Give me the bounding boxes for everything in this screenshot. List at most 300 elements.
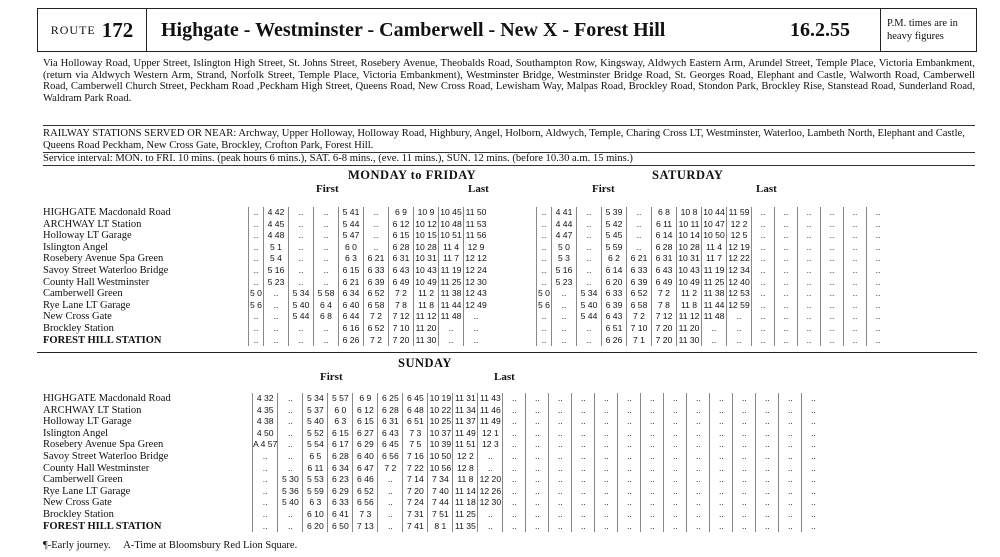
weekday-stop-0: HIGHGATE Macdonald Road <box>43 207 171 218</box>
sunday-cell: .. <box>572 393 595 405</box>
weekday-cell: 12 12 <box>465 253 487 264</box>
weekday-cell: .. <box>464 335 489 347</box>
sunday-cell: 6 41 <box>328 509 353 521</box>
sunday-stop-1: ARCHWAY LT Station <box>43 404 142 416</box>
sunday-cell: .. <box>641 416 664 428</box>
sunday-cell: 5 57 <box>328 393 353 405</box>
weekday-cell: .. <box>289 219 314 231</box>
sunday-cell: 11 34 <box>453 405 478 417</box>
service-interval-text: Service interval: MON. to FRI. 10 mins. (peak hours 6 mins.), SAT. 6-8 mins., (eve. 11 mins.), SUN. 12 mins. (before 10.30 a.m. 15 mins.) <box>43 152 975 166</box>
sunday-cell: .. <box>618 439 641 451</box>
weekday-cell: .. <box>249 207 264 219</box>
sunday-row-5 <box>253 451 825 463</box>
saturday-cell: 11 12 <box>677 311 702 323</box>
weekday-row-8 <box>249 300 489 312</box>
sunday-cell: .. <box>595 509 618 521</box>
sunday-cell: .. <box>503 497 526 509</box>
sunday-cell: .. <box>664 393 687 405</box>
sunday-cell: 11 14 <box>453 486 478 498</box>
sunday-cell: .. <box>802 497 825 509</box>
sunday-cell: 6 43 <box>378 428 403 440</box>
sunday-cell: .. <box>572 428 595 440</box>
saturday-cell: .. <box>867 323 890 335</box>
weekday-cell: 12 43 <box>465 288 487 299</box>
sunday-cell: 6 9 <box>353 393 378 405</box>
saturday-cell: 11 2 <box>677 288 702 300</box>
sunday-cell: 6 51 <box>403 416 428 428</box>
sunday-cell: .. <box>618 497 641 509</box>
saturday-cell: .. <box>752 300 775 312</box>
sunday-cell: 6 0 <box>328 405 353 417</box>
sunday-stop-7: Camberwell Green <box>43 474 123 486</box>
sunday-cell: .. <box>802 521 825 533</box>
sunday-cell: .. <box>733 474 756 486</box>
saturday-cell: 6 21 <box>627 253 652 265</box>
sunday-cell: 6 10 <box>303 509 328 521</box>
sunday-cell: .. <box>572 451 595 463</box>
sunday-cell: 7 2 <box>378 463 403 475</box>
weekday-cell: .. <box>314 253 339 265</box>
sunday-cell: .. <box>595 428 618 440</box>
saturday-cell: 12 59 <box>728 299 750 310</box>
saturday-cell: .. <box>552 300 577 312</box>
weekday-row-4 <box>249 253 489 265</box>
saturday-cell: .. <box>821 277 844 289</box>
sunday-cell: .. <box>710 405 733 417</box>
weekday-cell: .. <box>289 277 314 289</box>
weekday-cell: 6 58 <box>364 300 389 312</box>
sunday-cell: .. <box>526 451 549 463</box>
saturday-cell: .. <box>821 242 844 254</box>
route-date: 16.2.55 <box>790 18 850 41</box>
sunday-cell: 7 44 <box>428 497 453 509</box>
sunday-cell: .. <box>595 463 618 475</box>
weekday-row-2 <box>249 230 489 242</box>
sunday-cell: 7 24 <box>403 497 428 509</box>
sunday-cell: .. <box>687 474 710 486</box>
sunday-cell: 6 20 <box>303 521 328 533</box>
sunday-cell: 11 49 <box>453 428 478 440</box>
weekday-cell: .. <box>439 323 464 335</box>
sunday-cell: .. <box>687 439 710 451</box>
saturday-heading: SATURDAY <box>652 168 724 182</box>
weekday-cell: 10 51 <box>440 230 462 241</box>
weekday-cell: 11 30 <box>414 335 439 347</box>
sunday-cell: .. <box>664 405 687 417</box>
weekday-cell: 11 38 <box>439 288 464 300</box>
sunday-cell: .. <box>664 439 687 451</box>
saturday-cell: 11 25 <box>702 277 727 289</box>
sunday-stop-4: Rosebery Avenue Spa Green <box>43 439 164 451</box>
saturday-cell: .. <box>798 335 821 347</box>
sunday-cell: 6 29 <box>353 439 378 451</box>
sunday-cell: .. <box>664 497 687 509</box>
sunday-cell: .. <box>710 521 733 533</box>
weekday-cell: .. <box>289 230 314 242</box>
saturday-cell: .. <box>752 242 775 254</box>
sunday-cell: 6 25 <box>378 393 403 405</box>
saturday-cell: .. <box>537 265 552 277</box>
saturday-cell: .. <box>577 253 602 265</box>
weekday-cell: .. <box>264 288 289 300</box>
saturday-cell: .. <box>752 335 775 347</box>
weekday-cell: 11 56 <box>464 230 489 242</box>
saturday-cell: .. <box>702 335 727 347</box>
sunday-cell: .. <box>503 428 526 440</box>
weekday-cell: 4 48 <box>264 230 289 242</box>
bloomsbury-note: A-Time at Bloomsbury Red Lion Square. <box>123 540 298 551</box>
weekday-cell: 6 15 <box>389 230 414 242</box>
saturday-cell: 11 8 <box>677 300 702 312</box>
saturday-cell: 10 47 <box>703 218 725 229</box>
weekday-cell: 6 21 <box>364 253 389 265</box>
sunday-cell: .. <box>595 439 618 451</box>
saturday-cell: .. <box>775 253 798 265</box>
sunday-cell: 5 59 <box>303 486 328 498</box>
weekday-cell: 6 39 <box>364 277 389 289</box>
sunday-cell: .. <box>595 521 618 533</box>
weekday-cell: 6 12 <box>389 219 414 231</box>
sunday-cell: .. <box>779 463 802 475</box>
saturday-cell: .. <box>821 335 844 347</box>
sunday-stop-list <box>43 393 171 532</box>
sunday-cell: .. <box>595 416 618 428</box>
weekday-cell: 11 4 <box>439 242 464 254</box>
saturday-cell: 5 39 <box>602 207 627 219</box>
sunday-cell: .. <box>572 474 595 486</box>
sunday-cell: .. <box>779 393 802 405</box>
sunday-cell: .. <box>756 463 779 475</box>
weekday-row-11 <box>249 335 489 347</box>
saturday-cell: 10 49 <box>678 276 700 287</box>
sunday-cell: .. <box>503 451 526 463</box>
weekday-cell: 7 10 <box>389 323 414 335</box>
sunday-stop-6: County Hall Westminster <box>43 462 150 474</box>
weekday-cell: 11 20 <box>414 323 439 335</box>
sunday-cell: .. <box>253 474 278 486</box>
sunday-stop-3: Islington Angel <box>43 427 109 439</box>
sunday-cell: 6 17 <box>328 439 353 451</box>
weekday-cell: 11 50 <box>464 207 489 219</box>
saturday-cell: 5 42 <box>602 219 627 231</box>
saturday-cell: .. <box>821 230 844 242</box>
weekday-times-grid <box>248 207 488 346</box>
saturday-cell: .. <box>577 242 602 254</box>
saturday-cell: .. <box>775 311 798 323</box>
weekday-cell: 5 1 <box>264 242 289 254</box>
weekday-cell: 10 49 <box>415 276 437 287</box>
weekday-cell: 6 52 <box>364 323 389 335</box>
weekday-cell: 6 52 <box>364 288 389 300</box>
weekday-cell: 5 0 <box>250 288 262 299</box>
sunday-cell: .. <box>253 486 278 498</box>
saturday-cell: .. <box>577 335 602 347</box>
weekday-cell: .. <box>314 230 339 242</box>
weekday-cell: 6 8 <box>314 311 339 323</box>
sunday-cell: .. <box>595 486 618 498</box>
sunday-cell: 5 40 <box>278 497 303 509</box>
saturday-cell: .. <box>775 265 798 277</box>
saturday-cell: 11 38 <box>702 288 727 300</box>
sunday-cell: 5 40 <box>303 416 328 428</box>
sunday-cell: .. <box>664 486 687 498</box>
sunday-cell: .. <box>526 393 549 405</box>
sunday-cell: .. <box>710 393 733 405</box>
sunday-cell: .. <box>549 509 572 521</box>
saturday-cell: 6 33 <box>602 288 627 300</box>
sunday-row-8 <box>253 486 825 498</box>
saturday-cell: .. <box>798 219 821 231</box>
sunday-cell: .. <box>687 509 710 521</box>
sunday-cell: .. <box>756 393 779 405</box>
sunday-cell: .. <box>526 486 549 498</box>
weekday-last-label: Last <box>468 183 489 195</box>
saturday-cell: 5 45 <box>602 230 627 242</box>
sunday-cell: 7 3 <box>403 428 428 440</box>
saturday-cell: 12 53 <box>728 288 750 299</box>
weekday-stop-7: Camberwell Green <box>43 288 123 300</box>
sunday-cell: .. <box>526 474 549 486</box>
sunday-cell: .. <box>687 416 710 428</box>
sunday-cell: .. <box>478 509 503 521</box>
sunday-cell: 6 56 <box>378 451 403 463</box>
sunday-cell: 12 3 <box>478 439 503 451</box>
weekday-cell: .. <box>314 242 339 254</box>
saturday-cell: .. <box>537 277 552 289</box>
sunday-cell: .. <box>278 416 303 428</box>
section-divider <box>37 352 977 353</box>
weekday-cell: 6 26 <box>339 335 364 347</box>
sunday-cell: .. <box>526 416 549 428</box>
weekday-stop-5: Savoy Street Waterloo Bridge <box>43 264 169 276</box>
sunday-cell: 5 52 <box>303 428 328 440</box>
saturday-cell: .. <box>552 311 577 323</box>
sunday-cell: .. <box>549 405 572 417</box>
sunday-heading: SUNDAY <box>398 356 452 370</box>
saturday-cell: .. <box>752 253 775 265</box>
saturday-cell: 10 28 <box>678 241 700 252</box>
sunday-cell: .. <box>710 497 733 509</box>
saturday-cell: .. <box>627 207 652 219</box>
saturday-cell: 5 3 <box>552 253 577 265</box>
sunday-cell: .. <box>595 393 618 405</box>
weekday-cell: .. <box>249 277 264 289</box>
sunday-cell: 7 5 <box>403 439 428 451</box>
sunday-cell: .. <box>503 474 526 486</box>
saturday-cell: 12 40 <box>728 276 750 287</box>
sunday-cell: .. <box>687 451 710 463</box>
saturday-cell: 7 20 <box>652 323 677 335</box>
saturday-cell: 4 41 <box>552 207 577 219</box>
sunday-times-grid <box>252 393 824 532</box>
weekday-cell: .. <box>249 219 264 231</box>
saturday-cell: .. <box>844 288 867 300</box>
sunday-cell: .. <box>733 509 756 521</box>
sunday-cell: .. <box>756 497 779 509</box>
sunday-cell: 11 25 <box>453 509 478 521</box>
sunday-cell: .. <box>526 509 549 521</box>
sunday-stop-11: FOREST HILL STATION <box>43 520 162 532</box>
saturday-cell: .. <box>577 207 602 219</box>
saturday-cell: .. <box>537 207 552 219</box>
weekday-row-5 <box>249 265 489 277</box>
sunday-row-0 <box>253 393 825 405</box>
weekday-cell: .. <box>249 335 264 347</box>
weekday-cell: 6 40 <box>339 300 364 312</box>
saturday-cell: .. <box>537 230 552 242</box>
sunday-cell: .. <box>687 486 710 498</box>
saturday-cell: .. <box>537 311 552 323</box>
sunday-stop-9: New Cross Gate <box>43 497 112 509</box>
sunday-cell: .. <box>549 497 572 509</box>
saturday-cell: .. <box>867 207 890 219</box>
sunday-cell: .. <box>278 428 303 440</box>
sunday-cell: .. <box>549 486 572 498</box>
saturday-cell: .. <box>775 230 798 242</box>
saturday-cell: 5 0 <box>552 242 577 254</box>
weekday-cell: 6 0 <box>339 242 364 254</box>
sunday-cell: .. <box>641 509 664 521</box>
sunday-cell: 11 37 <box>453 416 478 428</box>
saturday-cell: 12 19 <box>728 241 750 252</box>
saturday-cell: 6 33 <box>627 265 652 277</box>
weekday-stop-9: New Cross Gate <box>43 311 112 323</box>
saturday-cell: .. <box>537 219 552 231</box>
weekday-cell: 6 49 <box>389 277 414 289</box>
weekday-cell: 6 44 <box>339 311 364 323</box>
weekday-cell: .. <box>289 242 314 254</box>
sunday-cell: .. <box>572 405 595 417</box>
sunday-cell: 6 50 <box>328 521 353 533</box>
saturday-cell: 6 43 <box>652 265 677 277</box>
sunday-cell: .. <box>710 439 733 451</box>
sunday-cell: 6 45 <box>378 439 403 451</box>
sunday-cell: .. <box>641 521 664 533</box>
saturday-cell: .. <box>537 242 552 254</box>
sunday-cell: 6 48 <box>403 405 428 417</box>
saturday-cell: .. <box>844 335 867 347</box>
weekday-cell: .. <box>249 253 264 265</box>
sunday-cell: 4 38 <box>253 416 278 428</box>
sunday-cell: .. <box>572 463 595 475</box>
sunday-first-label: First <box>320 371 343 383</box>
sunday-cell: .. <box>756 405 779 417</box>
weekday-stop-3: Islington Angel <box>43 241 109 253</box>
sunday-cell: .. <box>253 463 278 475</box>
sunday-cell: 10 22 <box>429 404 452 415</box>
weekday-cell: .. <box>264 335 289 347</box>
sunday-cell: .. <box>595 497 618 509</box>
sunday-cell: .. <box>641 451 664 463</box>
sunday-cell: .. <box>664 474 687 486</box>
route-word: ROUTE <box>50 22 96 37</box>
pm-note: P.M. times are in heavy figures <box>880 9 976 51</box>
weekday-cell: 11 8 <box>414 300 439 312</box>
saturday-cell: .. <box>821 323 844 335</box>
sunday-cell: .. <box>779 474 802 486</box>
railway-stations-text: RAILWAY STATIONS SERVED OR NEAR: Archway, Upper Holloway, Holloway Road, Highbury, Angel, Holborn, Aldwych, Temple, Charing Cross LT, Westminster, Waterloo, Lambeth North, Elephant and Castle, Queens Road Peckham, New Cross Gate, Brockley, Crofton Park, Forest Hill. <box>43 125 975 151</box>
sunday-cell: .. <box>756 439 779 451</box>
saturday-cell: .. <box>867 300 890 312</box>
sunday-cell: .. <box>710 474 733 486</box>
sunday-cell: .. <box>641 486 664 498</box>
sunday-cell: .. <box>802 451 825 463</box>
saturday-cell: 5 16 <box>552 265 577 277</box>
sunday-cell: .. <box>618 486 641 498</box>
sunday-cell: .. <box>253 451 278 463</box>
sunday-cell: 6 15 <box>328 428 353 440</box>
sunday-cell: .. <box>802 439 825 451</box>
saturday-cell: 5 59 <box>602 242 627 254</box>
saturday-cell: .. <box>867 311 890 323</box>
sunday-cell: .. <box>549 451 572 463</box>
sunday-cell: .. <box>572 439 595 451</box>
weekday-cell: .. <box>464 311 489 323</box>
saturday-cell: 7 2 <box>627 311 652 323</box>
saturday-cell: 7 2 <box>652 288 677 300</box>
saturday-cell: 6 14 <box>652 230 677 242</box>
sunday-cell: .. <box>278 451 303 463</box>
sunday-cell: 8 1 <box>428 521 453 533</box>
sunday-stop-5: Savoy Street Waterloo Bridge <box>43 450 169 462</box>
weekday-stop-10: Brockley Station <box>43 322 114 334</box>
saturday-cell: 6 43 <box>602 311 627 323</box>
route-number: 172 <box>101 17 134 42</box>
saturday-cell: 11 7 <box>702 253 727 265</box>
sunday-cell: 7 3 <box>353 509 378 521</box>
weekday-cell: .. <box>264 323 289 335</box>
sunday-cell: 6 28 <box>378 405 403 417</box>
saturday-cell: .. <box>798 253 821 265</box>
weekday-cell: 6 3 <box>339 253 364 265</box>
weekday-cell: 12 30 <box>465 276 487 287</box>
sunday-cell: 6 47 <box>353 463 378 475</box>
saturday-cell: .. <box>867 219 890 231</box>
weekday-row-7 <box>249 288 489 300</box>
saturday-cell: 12 22 <box>728 253 750 264</box>
sunday-cell: .. <box>503 393 526 405</box>
sunday-cell: 6 5 <box>303 451 328 463</box>
weekday-cell: 6 43 <box>389 265 414 277</box>
saturday-cell: .. <box>702 323 727 335</box>
sunday-cell: .. <box>687 393 710 405</box>
sunday-cell: .. <box>572 486 595 498</box>
weekday-row-0 <box>249 207 489 219</box>
route-title: Highgate - Westminster - Camberwell - New X - Forest Hill <box>161 18 666 41</box>
sunday-cell: .. <box>710 428 733 440</box>
sunday-cell: 5 36 <box>278 486 303 498</box>
weekday-cell: 6 28 <box>389 242 414 254</box>
weekday-cell: .. <box>314 335 339 347</box>
saturday-cell: .. <box>775 277 798 289</box>
weekday-stop-8: Rye Lane LT Garage <box>43 299 131 311</box>
sunday-cell: .. <box>549 428 572 440</box>
saturday-cell: .. <box>844 207 867 219</box>
saturday-cell: .. <box>844 230 867 242</box>
saturday-cell: 11 44 <box>702 300 727 312</box>
saturday-cell: 6 2 <box>602 253 627 265</box>
saturday-cell: 6 28 <box>652 242 677 254</box>
sunday-stop-10: Brockley Station <box>43 508 114 520</box>
sunday-cell: .. <box>733 521 756 533</box>
saturday-cell: .. <box>552 335 577 347</box>
sunday-cell: .. <box>756 428 779 440</box>
weekday-cell: 6 9 <box>389 207 414 219</box>
saturday-cell: .. <box>752 323 775 335</box>
saturday-cell: 11 59 <box>727 207 752 219</box>
sunday-cell: .. <box>618 393 641 405</box>
sunday-cell: .. <box>278 509 303 521</box>
